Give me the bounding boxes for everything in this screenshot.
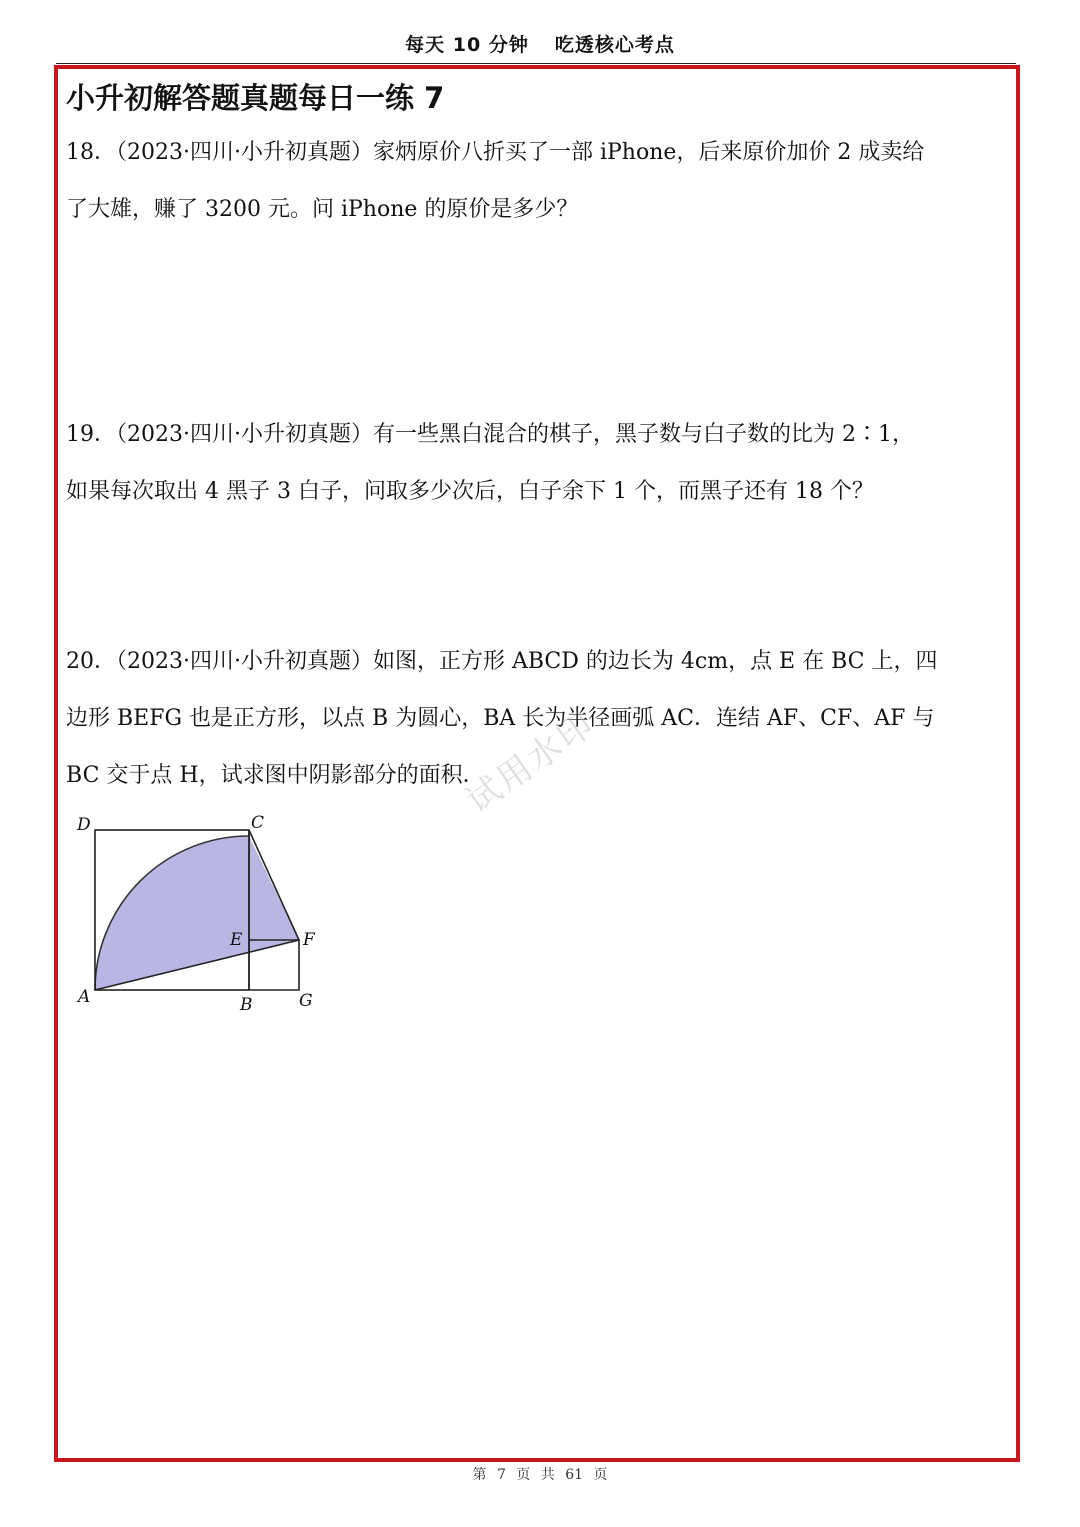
page-header: [0, 30, 1080, 57]
footer-text: 页: [516, 1467, 531, 1483]
footer-page-number: 7: [496, 1467, 506, 1483]
problem-line: 18．（2023·四川·小升初真题）家炳原价八折买了一部 iPhone，后来原价加价 2 成卖给: [66, 140, 925, 165]
problem-19: [66, 406, 1018, 520]
footer-text: 页: [593, 1467, 608, 1483]
label-d: D: [77, 815, 91, 835]
watermark: 试用水印: [458, 703, 604, 822]
label-c: C: [251, 813, 265, 833]
page-title: 小升初解答题真题每日一练 7: [66, 81, 445, 115]
problem-line: 了大雄，赚了 3200 元。问 iPhone 的原价是多少？: [66, 197, 579, 222]
problem-line: BC 交于点 H，试求图中阴影部分的面积．: [66, 763, 485, 788]
header-rule: [56, 63, 1016, 64]
header-right: 吃透核心考点: [554, 34, 675, 56]
geometry-figure: [72, 808, 322, 1018]
problem-line: 边形 BEFG 也是正方形，以点 B 为圆心，BA 长为半径画弧 AC．连结 AF、CF、AF 与: [66, 706, 935, 731]
label-g: G: [299, 991, 313, 1011]
header-left: 每天 10 分钟: [405, 34, 529, 56]
page-footer: [0, 1464, 1080, 1484]
figure-svg: [72, 808, 322, 1018]
shaded-region: [95, 836, 299, 990]
problem-18: [66, 124, 1018, 238]
footer-total-pages: 61: [565, 1467, 584, 1483]
label-e: E: [230, 930, 243, 950]
problem-line: 如果每次取出 4 黑子 3 白子，问取多少次后，白子余下 1 个，而黑子还有 18 个？: [66, 479, 874, 504]
footer-text: 共: [540, 1467, 555, 1483]
problem-line: 20．（2023·四川·小升初真题）如图，正方形 ABCD 的边长为 4cm，点 E 在 BC 上，四: [66, 649, 938, 674]
label-a: A: [78, 987, 91, 1007]
label-b: B: [240, 995, 253, 1015]
footer-text: 第: [472, 1467, 487, 1483]
label-f: F: [303, 930, 315, 950]
problem-line: 19．（2023·四川·小升初真题）有一些黑白混合的棋子，黑子数与白子数的比为 2∶1，: [66, 422, 914, 447]
